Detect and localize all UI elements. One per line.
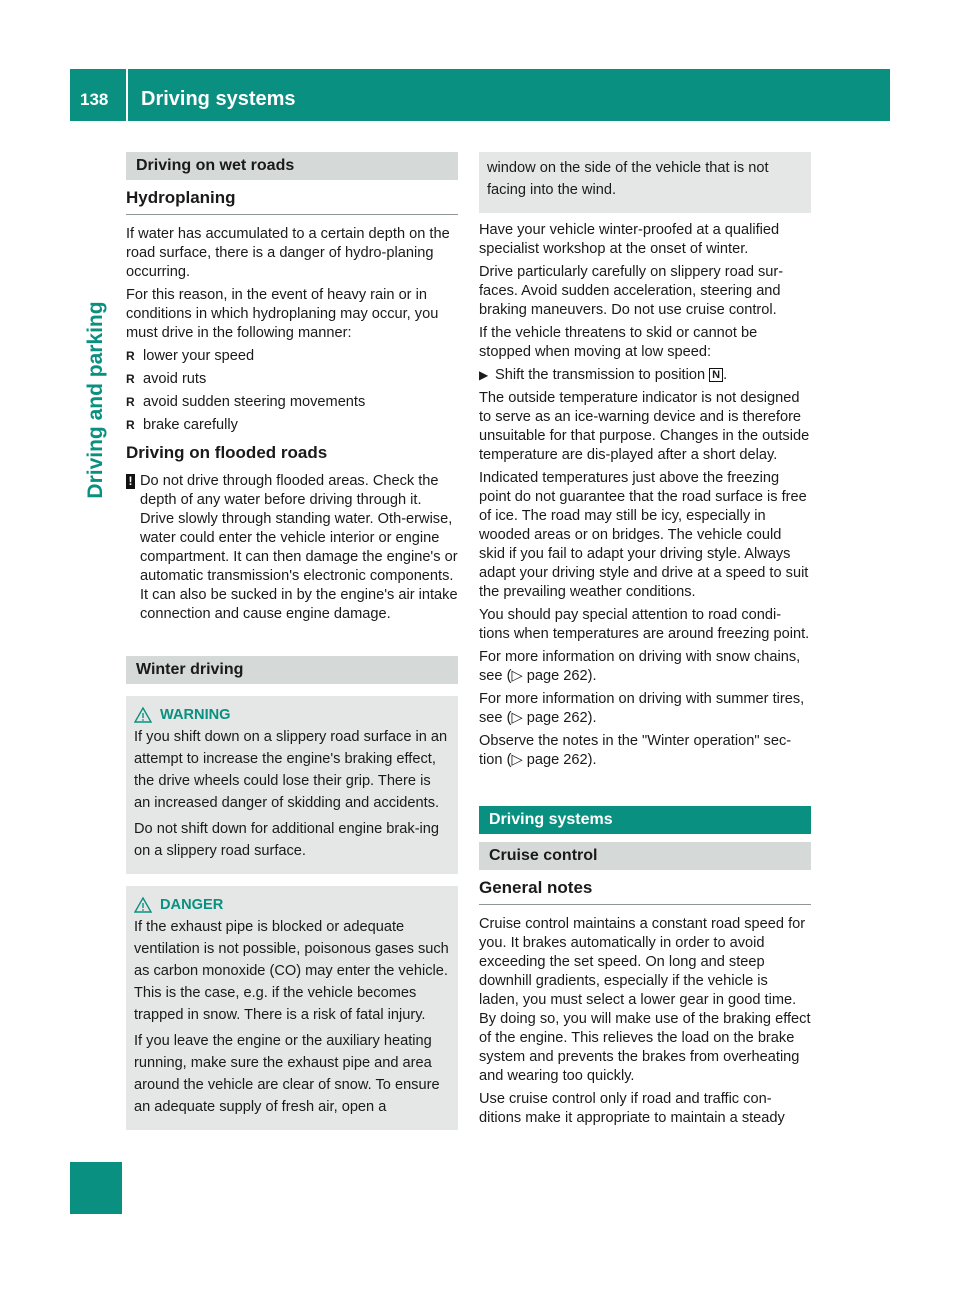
side-chapter-marker xyxy=(70,1162,122,1214)
instruction-step: ▶ Shift the transmission to position N . xyxy=(479,367,728,383)
list-item: R avoid sudden steering movements xyxy=(126,394,366,410)
warning-box xyxy=(126,696,458,874)
danger-title: DANGER xyxy=(134,894,450,916)
side-chapter-label: Driving and parking xyxy=(84,301,107,499)
list-item: R avoid ruts xyxy=(126,371,207,387)
bullet-icon: R xyxy=(126,418,135,432)
warning-triangle-icon xyxy=(134,897,152,913)
section-heading-wet-roads: Driving on wet roads xyxy=(126,152,458,180)
list-item: R lower your speed xyxy=(126,348,255,364)
paragraph: Indicated temperatures just above the freezing point do not guarantee that the road surface is free of ice. The road may still be icy, especially in wooded areas or on bridges. The vehicle could skid if you fail to adapt your driving style. Always adapt your driving style and drive at a speed to suit the prevailing weather conditions. xyxy=(479,470,809,600)
exclamation-icon: ! xyxy=(126,474,135,489)
warning-triangle-icon xyxy=(134,707,152,723)
danger-text: If you leave the engine or the auxiliary heating running, make sure the exhaust pipe and area around the vehicle are clear of snow. To ensure an adequate supply of fresh air, open a xyxy=(134,1033,440,1115)
notice-material-damage: ! Do not drive through flooded areas. Check the depth of any water before driving through it. Drive slowly through standing water. Oth-erwise, water could enter the vehicle interior or engine compartment. It can then damage the engine's or automatic transmission's electronic components. It can also be sucked in by the engine's air intake connection and cause engine damage. xyxy=(126,472,458,624)
bullet-list xyxy=(126,347,458,435)
section-heading-winter: Winter driving xyxy=(126,656,458,684)
paragraph: The outside temperature indicator is not designed to serve as an ice-warning device and is therefore unsuitable for that purpose. Changes in the outside temperature are dis-played after a short delay. xyxy=(479,390,810,463)
paragraph: Drive particularly carefully on slippery road sur-faces. Avoid sudden acceleration, steering and braking maneuvers. Do not use cruise control. xyxy=(479,264,784,318)
warning-title: WARNING xyxy=(134,704,450,726)
bullet-icon: R xyxy=(126,395,135,409)
gear-n-icon: N xyxy=(709,368,723,382)
cross-reference[interactable]: Observe the notes in the "Winter operation" sec-tion (▷ page 262). xyxy=(479,733,792,768)
paragraph: If water has accumulated to a certain depth on the road surface, there is a danger of hydro-planing occurring. xyxy=(126,226,450,280)
page-number: 138 xyxy=(80,90,109,109)
danger-text: If the exhaust pipe is blocked or adequate ventilation is not possible, poisonous gases such as carbon monoxide (CO) may enter the vehicle. This is the case, e.g. if the vehicle becomes trapped in snow. There is a risk of fatal injury. xyxy=(134,919,449,1023)
cross-reference[interactable]: For more information on driving with summer tires, see (▷ page 262). xyxy=(479,691,805,726)
paragraph: Use cruise control only if road and traffic con-ditions make it appropriate to maintain a steady xyxy=(479,1091,785,1126)
paragraph: You should pay special attention to road condi-tions when temperatures are around freezing point. xyxy=(479,607,810,642)
paragraph: Have your vehicle winter-proofed at a qualified specialist workshop at the onset of winter. xyxy=(479,222,780,257)
page-title: Driving systems xyxy=(141,88,296,110)
warning-text: Do not shift down for additional engine brak-ing on a slippery road surface. xyxy=(134,821,440,859)
subheading-hydroplaning: Hydroplaning xyxy=(126,180,458,215)
paragraph: Cruise control maintains a constant road speed for you. It brakes automatically in order to avoid exceeding the set speed. On long and steep downhill gradients, especially if the vehicle is laden, you must select a lower gear in good time. By doing so, you will make use of the braking effect of the engine. This relieves the load on the brake system and prevents the brakes from overheating and wearing too quickly. xyxy=(479,916,811,1084)
left-column xyxy=(126,152,458,1130)
header-divider xyxy=(126,69,128,121)
danger-text: window on the side of the vehicle that is not facing into the wind. xyxy=(487,160,769,198)
list-item: R brake carefully xyxy=(126,417,238,433)
bullet-icon: R xyxy=(126,349,135,363)
bullet-icon: R xyxy=(126,372,135,386)
warning-text: If you shift down on a slippery road surface in an attempt to increase the engine's braking effect, the drive wheels could lose their grip. There is an increased danger of skidding and accidents. xyxy=(134,729,448,811)
right-column xyxy=(479,152,811,1132)
paragraph: If the vehicle threatens to skid or cannot be stopped when moving at low speed: xyxy=(479,325,758,360)
paragraph: For this reason, in the event of heavy rain or in conditions in which hydroplaning may occur, you must drive in the following manner: xyxy=(126,287,439,341)
danger-box-continued xyxy=(479,152,811,213)
subheading-flooded-roads: Driving on flooded roads xyxy=(126,443,328,462)
section-heading-cruise-control: Cruise control xyxy=(479,842,811,870)
cross-reference[interactable]: For more information on driving with snow chains, see (▷ page 262). xyxy=(479,649,801,684)
subheading-general-notes: General notes xyxy=(479,870,811,905)
section-heading-driving-systems: Driving systems xyxy=(479,806,811,834)
danger-box xyxy=(126,886,458,1130)
arrow-right-icon: ▶ xyxy=(479,368,489,382)
